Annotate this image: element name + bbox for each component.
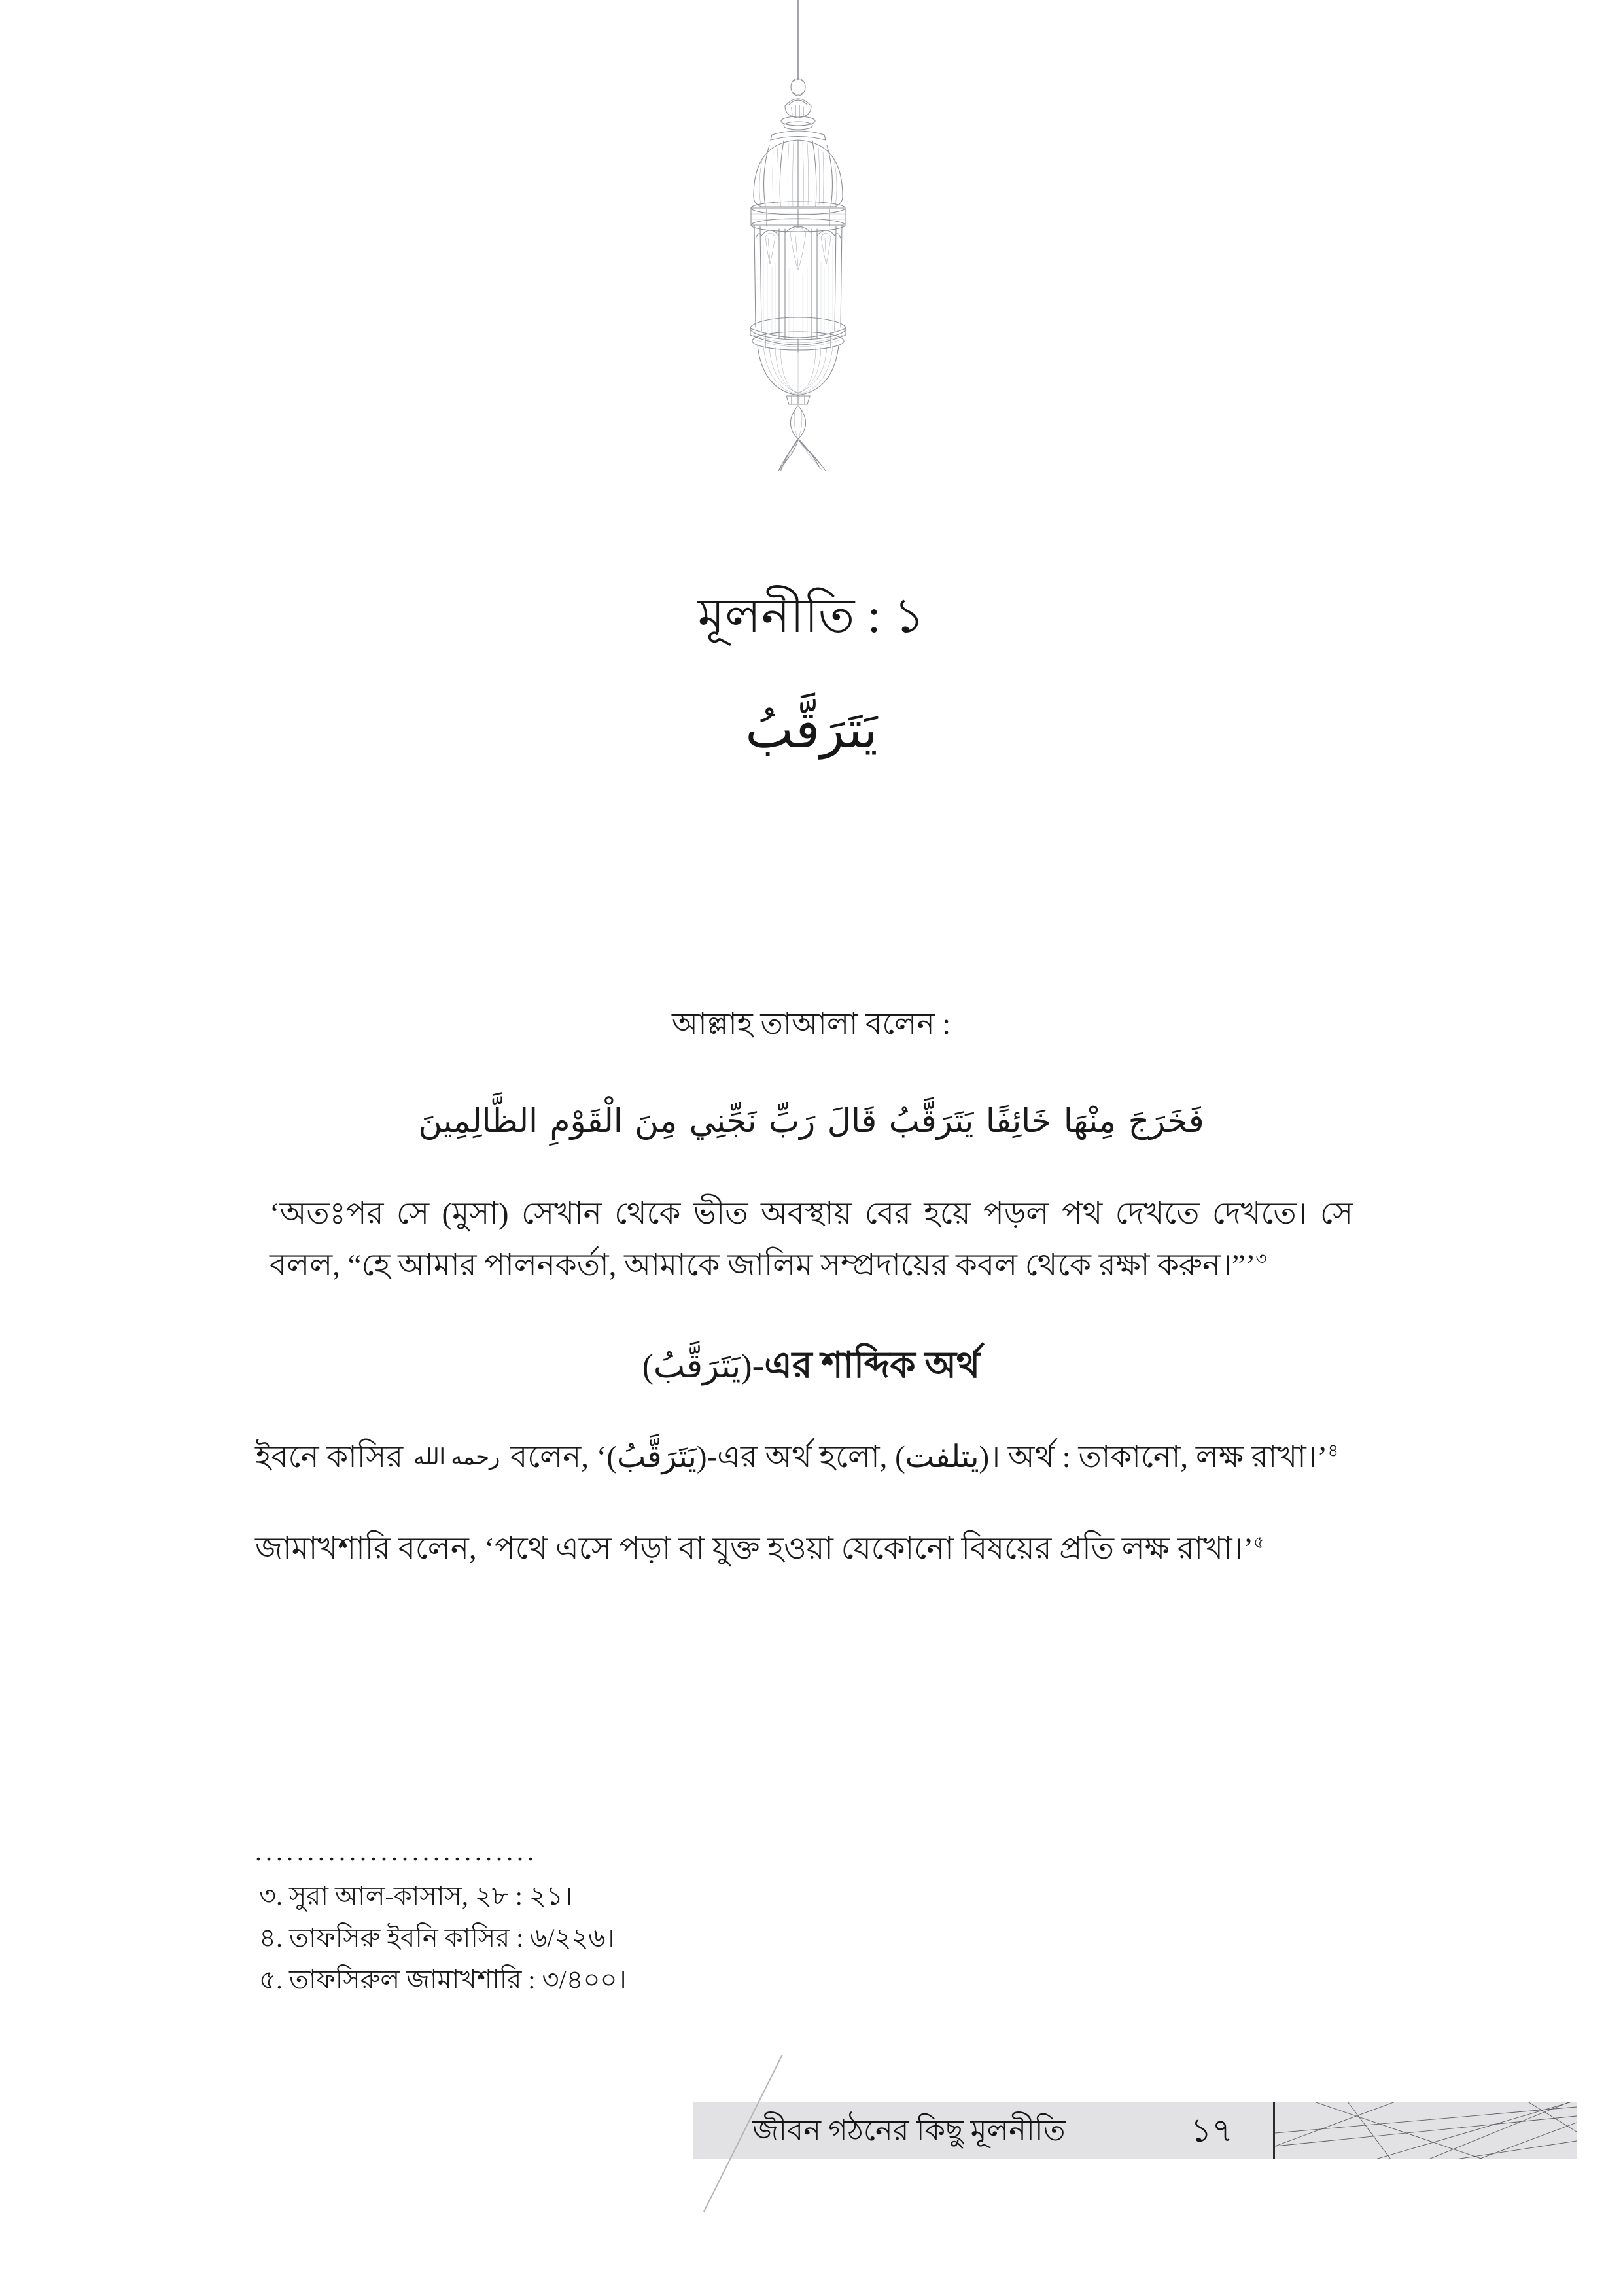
ibn-kathir-part1: ইবনে কাসির bbox=[255, 1440, 411, 1475]
paragraph-ibn-kathir bbox=[255, 1432, 1367, 1483]
page-content bbox=[255, 1001, 1367, 1615]
footnote-item: ৩. সুরা আল-কাসাস, ২৮ : ২১। bbox=[259, 1881, 573, 1911]
footnote-item: ৪. তাফসিরু ইবনি কাসির : ৬/২২৬। bbox=[259, 1923, 615, 1952]
footer-mesh-decoration bbox=[1275, 2102, 1577, 2159]
ibn-kathir-part3: )-এর অর্থ হলো, ( bbox=[696, 1440, 905, 1475]
paragraph-zamakhshari bbox=[255, 1523, 1367, 1574]
ibn-kathir-arabic-1: يَتَرَقَّبُ bbox=[617, 1440, 697, 1475]
zamakhshari-text: জামাখশারি বলেন, ‘পথে এসে পড়া বা যুক্ত হওয়া যেকোনো বিষয়ের প্রতি লক্ষ রাখা।’ bbox=[255, 1532, 1254, 1566]
ayah-translation-text: ‘অতঃপর সে (মুসা) সেখান থেকে ভীত অবস্থায় বের হয়ে পড়ল পথ দেখতে দেখতে। সে বলল, “হে আমার পালনকর্তা, আমাকে জালিম সম্প্রদায়ের কবল থেকে রক্ষা করুন।”’ bbox=[270, 1197, 1353, 1282]
footer-page-number: ১৭ bbox=[1191, 2112, 1233, 2149]
footnote-marker-5: ৫ bbox=[1253, 1532, 1265, 1552]
page-footer bbox=[693, 2102, 1577, 2159]
footnote-separator-rule: ........................... bbox=[255, 1839, 538, 1865]
rahimahullah-honorific-icon: رحمه الله bbox=[413, 1445, 500, 1470]
arabic-keyword-title: يَتَرَقَّبُ bbox=[745, 701, 878, 758]
ayah-translation bbox=[255, 1188, 1367, 1292]
ibn-kathir-part4: )। অর্থ : তাকানো, লক্ষ রাখা।’ bbox=[979, 1440, 1328, 1475]
allah-says-line: আল্লাহ তাআলা বলেন : bbox=[671, 1007, 951, 1040]
quran-ayah: فَخَرَجَ مِنْهَا خَائِفًا يَتَرَقَّبُ قَالَ رَبِّ نَجِّنِي مِنَ الْقَوْمِ الظَّالِمِينَ bbox=[418, 1103, 1204, 1139]
section-heading-arabic: (يَتَرَقَّبُ) bbox=[642, 1347, 752, 1385]
hanging-lantern-ornament bbox=[674, 0, 922, 471]
footnote-marker-4: ৪ bbox=[1327, 1441, 1339, 1460]
footer-book-title: জীবন গঠনের কিছু মূলনীতি bbox=[752, 2114, 1066, 2147]
footnotes-block bbox=[255, 1839, 1367, 2001]
footnote-marker-3: ৩ bbox=[1255, 1249, 1267, 1269]
section-heading bbox=[255, 1340, 1367, 1391]
chapter-title: মূলনীতি : ১ bbox=[697, 590, 926, 643]
section-heading-bengali: -এর শাব্দিক অর্থ bbox=[752, 1345, 981, 1386]
footnote-item: ৫. তাফসিরুল জামাখশারি : ৩/৪০০। bbox=[259, 1965, 627, 1994]
ibn-kathir-part2: বলেন, ‘( bbox=[502, 1440, 618, 1475]
ibn-kathir-arabic-2: يتلفت bbox=[905, 1440, 979, 1475]
